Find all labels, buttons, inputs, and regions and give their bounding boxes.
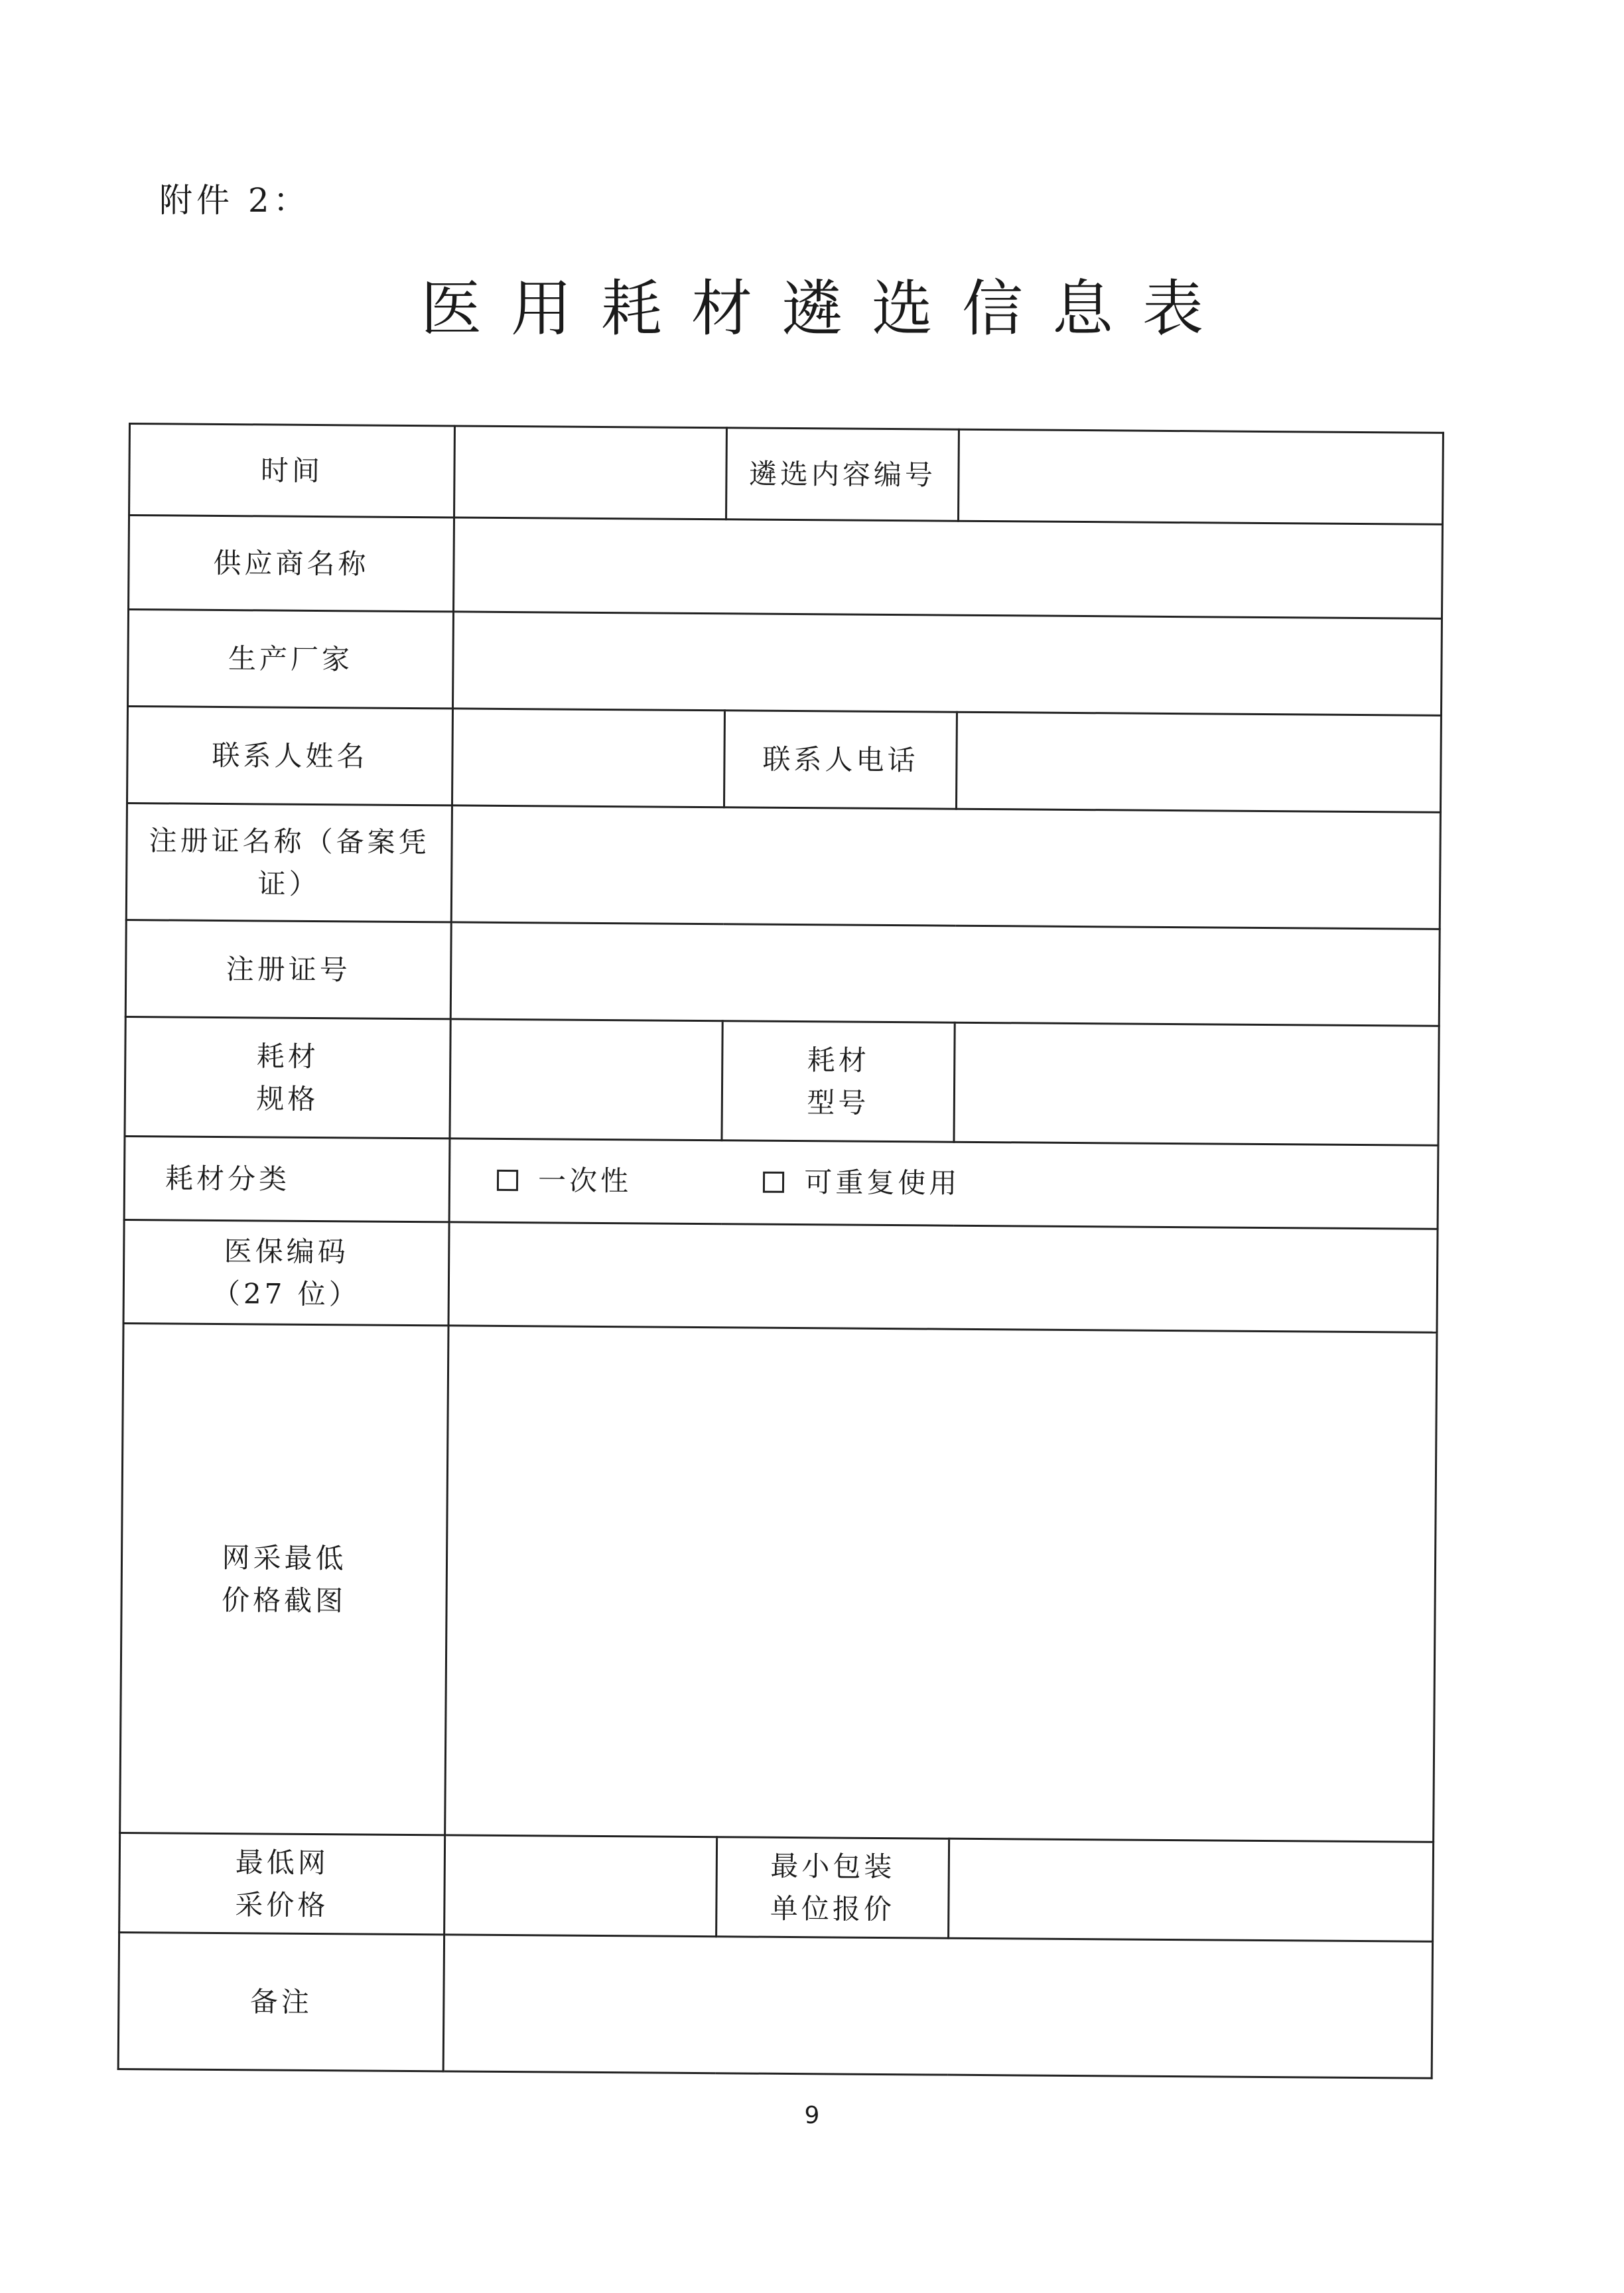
checkbox-single-use[interactable] <box>497 1169 518 1190</box>
unit-price-field[interactable] <box>949 1839 1434 1941</box>
unit-price-label <box>716 1837 949 1938</box>
lowest-price-label-line1: 最低网 <box>235 1845 330 1879</box>
spec-label-line1: 耗材 <box>256 1039 320 1073</box>
remarks-field[interactable] <box>443 1935 1432 2078</box>
row-contact <box>127 707 1441 813</box>
time-label: 时间 <box>129 424 455 518</box>
registration-name-label-line1: 注册证名称（备案凭 <box>149 823 430 859</box>
row-manufacturer <box>128 610 1442 716</box>
row-registration-name <box>126 803 1440 929</box>
contact-phone-field[interactable] <box>956 712 1441 812</box>
screenshot-label-line2: 价格截图 <box>221 1583 347 1617</box>
time-field[interactable] <box>454 426 727 520</box>
insurance-code-label-line1: 医保编码 <box>224 1234 349 1268</box>
contact-phone-label: 联系人电话 <box>724 711 957 809</box>
category-options <box>449 1139 1438 1229</box>
row-time <box>129 424 1444 525</box>
lowest-price-label-line2: 采价格 <box>235 1888 329 1921</box>
model-field[interactable] <box>954 1022 1439 1145</box>
registration-name-label-line2: 证） <box>257 867 320 900</box>
spec-label <box>125 1016 450 1138</box>
contact-name-label: 联系人姓名 <box>127 707 452 805</box>
manufacturer-label: 生产厂家 <box>128 610 454 709</box>
manufacturer-field[interactable] <box>453 612 1442 715</box>
supplier-label: 供应商名称 <box>129 516 454 612</box>
screenshot-label-line1: 网采最低 <box>222 1541 347 1574</box>
model-label-line1: 耗材 <box>807 1043 870 1077</box>
row-category <box>124 1136 1438 1229</box>
row-supplier <box>129 516 1443 619</box>
unit-price-label-line1: 最小包装 <box>770 1849 896 1883</box>
row-remarks <box>118 1932 1432 2078</box>
spec-label-line2: 规格 <box>256 1081 319 1115</box>
registration-name-field[interactable] <box>451 805 1440 929</box>
option-single-use-label: 一次性 <box>537 1163 632 1197</box>
row-insurance-code <box>123 1219 1438 1332</box>
page-number: 9 <box>804 2102 820 2129</box>
spec-field[interactable] <box>450 1019 722 1141</box>
option-reusable-label: 可重复使用 <box>804 1165 961 1200</box>
screenshot-field[interactable] <box>445 1326 1437 1842</box>
selection-number-field[interactable] <box>958 429 1443 524</box>
remarks-label: 备注 <box>118 1932 444 2071</box>
registration-number-field[interactable] <box>450 922 1440 1026</box>
model-label <box>722 1021 955 1142</box>
attachment-label: 附件 2： <box>159 181 310 220</box>
insurance-code-label-line2: （27 位） <box>212 1277 360 1310</box>
registration-name-label <box>126 803 452 922</box>
row-registration-number <box>125 920 1440 1026</box>
row-screenshot <box>120 1323 1437 1842</box>
lowest-price-label <box>119 1833 445 1934</box>
selection-info-table <box>117 423 1444 2079</box>
lowest-price-field[interactable] <box>444 1835 717 1937</box>
checkbox-reusable[interactable] <box>763 1171 784 1192</box>
insurance-code-field[interactable] <box>448 1222 1438 1332</box>
form-table-wrapper <box>117 423 1442 2079</box>
supplier-field[interactable] <box>454 518 1443 618</box>
document-title: 医用耗材遴选信息表 <box>420 273 1233 344</box>
selection-number-label: 遴选内容编号 <box>726 428 959 521</box>
row-spec-model <box>125 1016 1439 1145</box>
contact-name-field[interactable] <box>452 709 724 807</box>
screenshot-label <box>120 1323 448 1835</box>
category-label: 耗材分类 <box>124 1136 450 1221</box>
option-reusable[interactable] <box>763 1160 960 1204</box>
row-lowest-price <box>119 1833 1434 1941</box>
option-single-use[interactable] <box>497 1158 632 1202</box>
unit-price-label-line2: 单位报价 <box>770 1892 896 1925</box>
insurance-code-label <box>123 1219 449 1325</box>
registration-number-label: 注册证号 <box>125 920 451 1018</box>
model-label-line2: 型号 <box>807 1085 870 1119</box>
